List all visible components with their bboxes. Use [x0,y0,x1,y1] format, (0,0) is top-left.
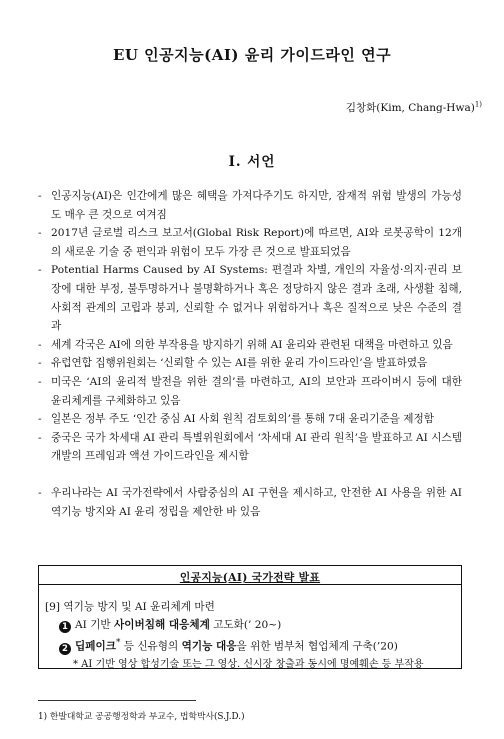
box-title: 인공지능(AI) 국가전략 발표 [179,571,321,584]
bullet-list [38,187,462,521]
document-title: EU 인공지능(AI) 윤리 가이드라인 연구 [112,46,392,64]
number-badge-1: 1 [59,621,71,633]
box-body [39,585,461,674]
box-item-2: 2 딥페이크* 등 신유형의 역기능 대응을 위한 범부처 협업체계 구축(’20) [45,634,461,656]
author-line [346,100,482,115]
bullet-item: - 일본은 정부 주도 ‘인간 중심 AI 사회 원칙 검토회의’를 통해 7대 윤리기준을 제정함 [38,413,434,426]
bullet-item: - 중국은 국가 차세대 AI 관리 특별위원회에서 ‘차세대 AI 관리 원칙’을 발표하고 AI 시스템 개발의 프레임과 액션 가이드라인을 제시함 [38,431,462,463]
box-heading: [9] 역기능 방지 및 AI 윤리체계 마련 [45,601,215,613]
number-badge-2: 2 [59,643,71,655]
bullet-item: - 인공지능(AI)은 인간에게 많은 혜택을 가져다주기도 하지만, 잠재적 위험 발생의 가능성도 매우 큰 것으로 여겨짐 [38,190,462,221]
bullet-item: - 세계 각국은 AI에 의한 부작용을 방지하기 위해 AI 윤리와 관련된 대책을 마련하고 있음 [38,338,453,351]
footnote: 1) 한발대학교 공공행정학과 부교수, 법학박사(S.J.D.) [38,712,245,722]
strategy-box [38,565,462,669]
box-note: * AI 기반 영상 합성기술 또는 그 영상. 신시장 창출과 동시에 명예훼손 등 부작용 [73,658,424,670]
bullet-item: - 2017년 글로벌 리스크 보고서(Global Risk Report)에 따르면, AI와 로봇공학이 12개의 새로운 기술 중 편익과 위험이 모두 가장 큰 것으로 발표되었음 [38,227,462,258]
bullet-item: - 미국은 ‘AI의 윤리적 발전을 위한 결의’를 마련하고, AI의 보안과 프라이버시 등에 대한 윤리체계를 구체화하고 있음 [38,375,462,407]
box-header [39,566,461,585]
bullet-item: - 유럽연합 집행위원회는 ‘신뢰할 수 있는 AI를 위한 윤리 가이드라인’을 발표하였음 [38,357,428,370]
section-heading: Ⅰ. 서언 [228,154,276,170]
bullet-item: - 우리나라는 AI 국가전략에서 사람중심의 AI 구현을 제시하고, 안전한 AI 사용을 위한 AI 역기능 방지와 AI 윤리 정립을 제안한 바 있음 [38,486,462,518]
author-name: 김창화(Kim, Chang-Hwa) [345,102,475,114]
footnote-mark: 1) [474,100,482,109]
footnote-divider [38,700,196,701]
box-item-1: 1 AI 기반 사이버침해 대응체계 고도화(’ 20~) [45,616,461,634]
bullet-item: - Potential Harms Caused by AI Systems: 편결과 차별, 개인의 자율성·의지·권리 보장에 대한 부정, 불투명하거나 불명확하거나 혹은 정당하지 않은 결과 초래, 사생활 침해, 사회적 관계의 고립과 붕괴, 신뢰할 수 없거나 위험하거나 혹은 질적으로 낮은 수준의 결과 [38,264,462,333]
